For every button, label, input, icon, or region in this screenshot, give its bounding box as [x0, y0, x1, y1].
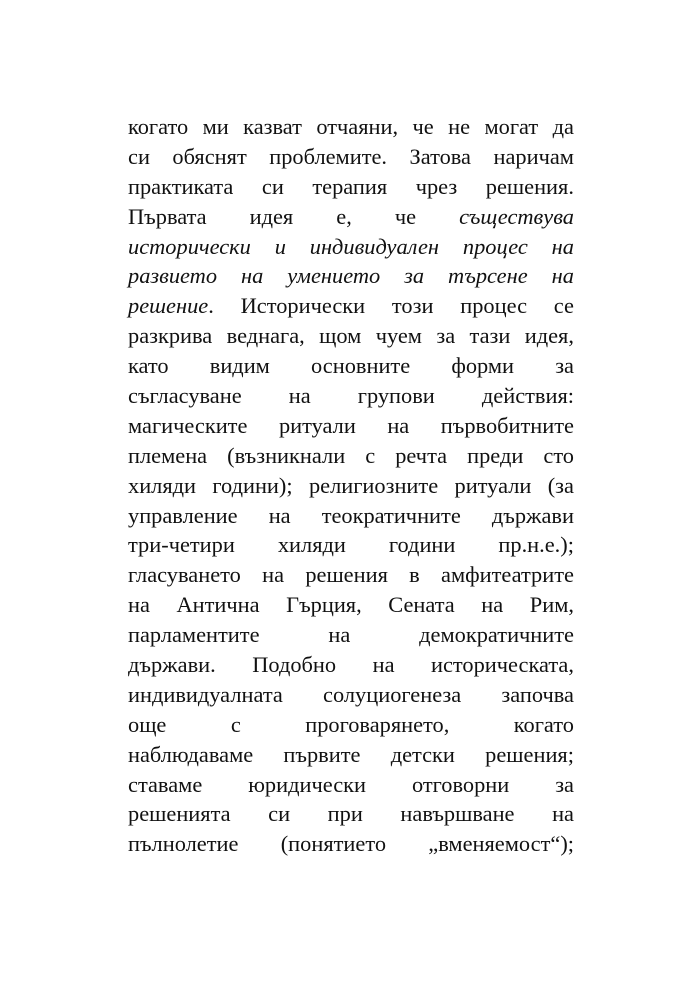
text-line: [128, 650, 574, 680]
word: с: [230, 711, 241, 737]
word: започва: [501, 681, 574, 707]
word: на: [268, 502, 291, 528]
word: пълнолетие: [128, 831, 239, 857]
italic-word: съществува: [459, 203, 574, 229]
word: наблюдаваме: [128, 741, 254, 767]
word: на: [328, 622, 351, 648]
italic-word: индивидуален: [309, 233, 440, 259]
word: първите: [283, 741, 361, 767]
text-line: [128, 770, 574, 800]
word: основните: [311, 353, 411, 379]
italic-word: и: [274, 233, 286, 259]
text-line: [128, 291, 574, 321]
word: още: [128, 711, 167, 737]
italic-word: на: [551, 233, 574, 259]
word: веднага,: [226, 323, 305, 349]
word: терапия: [312, 173, 388, 199]
word: решения;: [485, 741, 574, 767]
word: за: [555, 353, 574, 379]
word: „вменяемост“);: [428, 831, 574, 857]
word: държави: [491, 502, 574, 528]
word: отчаяни,: [316, 114, 399, 139]
italic-word: на: [241, 263, 264, 289]
word: (понятието: [280, 831, 387, 857]
word: на: [288, 383, 311, 409]
word: обяснят: [172, 143, 247, 169]
word: преди: [467, 442, 524, 468]
word: решенията: [128, 801, 231, 827]
word: действия:: [481, 383, 574, 409]
italic-word: умението: [287, 263, 381, 289]
word: Първата: [128, 203, 207, 229]
word: години);: [212, 472, 293, 498]
word: управление: [128, 502, 238, 528]
italic-word: развието: [128, 263, 218, 289]
word: си: [128, 143, 150, 169]
word: пр.н.е.);: [498, 532, 574, 558]
word: Гърция,: [286, 592, 362, 618]
italic-word: процес: [462, 233, 528, 259]
word: индивидуалната: [128, 681, 283, 707]
word: проговарянето,: [305, 711, 450, 737]
word: за: [436, 323, 456, 349]
word: е,: [336, 203, 352, 229]
word: първобитните: [440, 412, 574, 438]
word: на: [481, 592, 504, 618]
word: три-четири: [128, 532, 235, 558]
text-line: [128, 829, 574, 859]
text-line: [128, 381, 574, 411]
word: си: [261, 173, 284, 199]
word: (за: [547, 472, 574, 498]
word: религиозните: [308, 472, 439, 498]
word: теократичните: [321, 502, 461, 528]
word: проблемите.: [269, 143, 388, 169]
italic-fragment: решение: [128, 293, 209, 319]
word: разкрива: [128, 323, 213, 349]
word: парламентите: [128, 622, 260, 648]
word: да: [552, 114, 574, 139]
word: Рим,: [529, 592, 574, 618]
text-line: [128, 680, 574, 710]
word: когато: [128, 114, 189, 139]
word: на: [128, 592, 150, 618]
word: в: [409, 562, 420, 588]
text-line: [128, 411, 574, 441]
word: сто: [543, 442, 574, 468]
word: ритуали: [454, 472, 532, 498]
word: чуем: [375, 323, 422, 349]
word: казват: [243, 114, 302, 139]
word: гласуването: [128, 562, 241, 588]
text-line: [128, 172, 574, 202]
word: си: [268, 801, 291, 827]
word: солуциогенеза: [323, 681, 462, 707]
word: практиката: [128, 173, 234, 199]
word: речта: [395, 442, 448, 468]
word: Антична: [176, 592, 260, 618]
word: държави.: [128, 652, 216, 678]
word: Сената: [388, 592, 455, 618]
text-line: [128, 471, 574, 501]
word: магическите: [128, 412, 248, 438]
text-line: [128, 501, 574, 531]
word: хиляди: [128, 472, 197, 498]
text-line-italic: [128, 232, 574, 262]
italic-word: исторически: [128, 233, 251, 259]
word: че: [394, 203, 417, 229]
text-line: [128, 560, 574, 590]
text-line: [128, 351, 574, 381]
word: хиляди: [277, 532, 346, 558]
text-line: [128, 202, 574, 232]
word: отговорни: [411, 771, 510, 797]
word: години: [388, 532, 456, 558]
word: не: [448, 114, 471, 139]
italic-word: на: [551, 263, 574, 289]
word: Подобно: [252, 652, 337, 678]
word: че: [412, 114, 434, 139]
word: амфитеатрите: [441, 562, 574, 588]
word: демократичните: [419, 622, 574, 648]
word: този: [391, 293, 434, 319]
word: детски: [390, 741, 455, 767]
word: на: [372, 652, 395, 678]
word: с: [365, 442, 376, 468]
word: идея: [249, 203, 294, 229]
word: групови: [357, 383, 435, 409]
word: форми: [451, 353, 515, 379]
word: Исторически: [240, 293, 366, 319]
word: ритуали: [278, 412, 356, 438]
word: щом: [319, 323, 362, 349]
text-line: [128, 710, 574, 740]
word-partial-italic: решение.: [128, 293, 214, 319]
text-line-italic: [128, 261, 574, 291]
text-line: [128, 530, 574, 560]
word: ставаме: [128, 771, 203, 797]
word: Затова: [409, 143, 471, 169]
word: на: [262, 562, 285, 588]
word: юридически: [248, 771, 367, 797]
word: при: [327, 801, 363, 827]
word: могат: [484, 114, 539, 139]
word: историческата,: [431, 652, 574, 678]
word: решения.: [485, 173, 574, 199]
word: на: [387, 412, 410, 438]
text-line: [128, 590, 574, 620]
word: племена: [128, 442, 208, 468]
word: (възникнали: [227, 442, 346, 468]
word: решения: [305, 562, 388, 588]
word: когато: [513, 711, 574, 737]
word: се: [553, 293, 574, 319]
text-line: [128, 799, 574, 829]
italic-word: търсене: [448, 263, 528, 289]
text-line: [128, 620, 574, 650]
text-line: [128, 321, 574, 351]
word: чрез: [415, 173, 458, 199]
word: тази: [469, 323, 511, 349]
text-line: [128, 740, 574, 770]
body-text: [128, 112, 574, 859]
text-line: [128, 112, 574, 142]
word: навършване: [400, 801, 515, 827]
word: съгласуване: [128, 383, 242, 409]
word: на: [552, 801, 574, 827]
word: процес: [460, 293, 528, 319]
word: ми: [202, 114, 229, 139]
word: наричам: [493, 143, 574, 169]
word: като: [128, 353, 169, 379]
text-line: [128, 142, 574, 172]
italic-word: за: [404, 263, 425, 289]
text-line: [128, 441, 574, 471]
word: за: [555, 771, 574, 797]
word: видим: [209, 353, 270, 379]
word: идея,: [524, 323, 574, 349]
